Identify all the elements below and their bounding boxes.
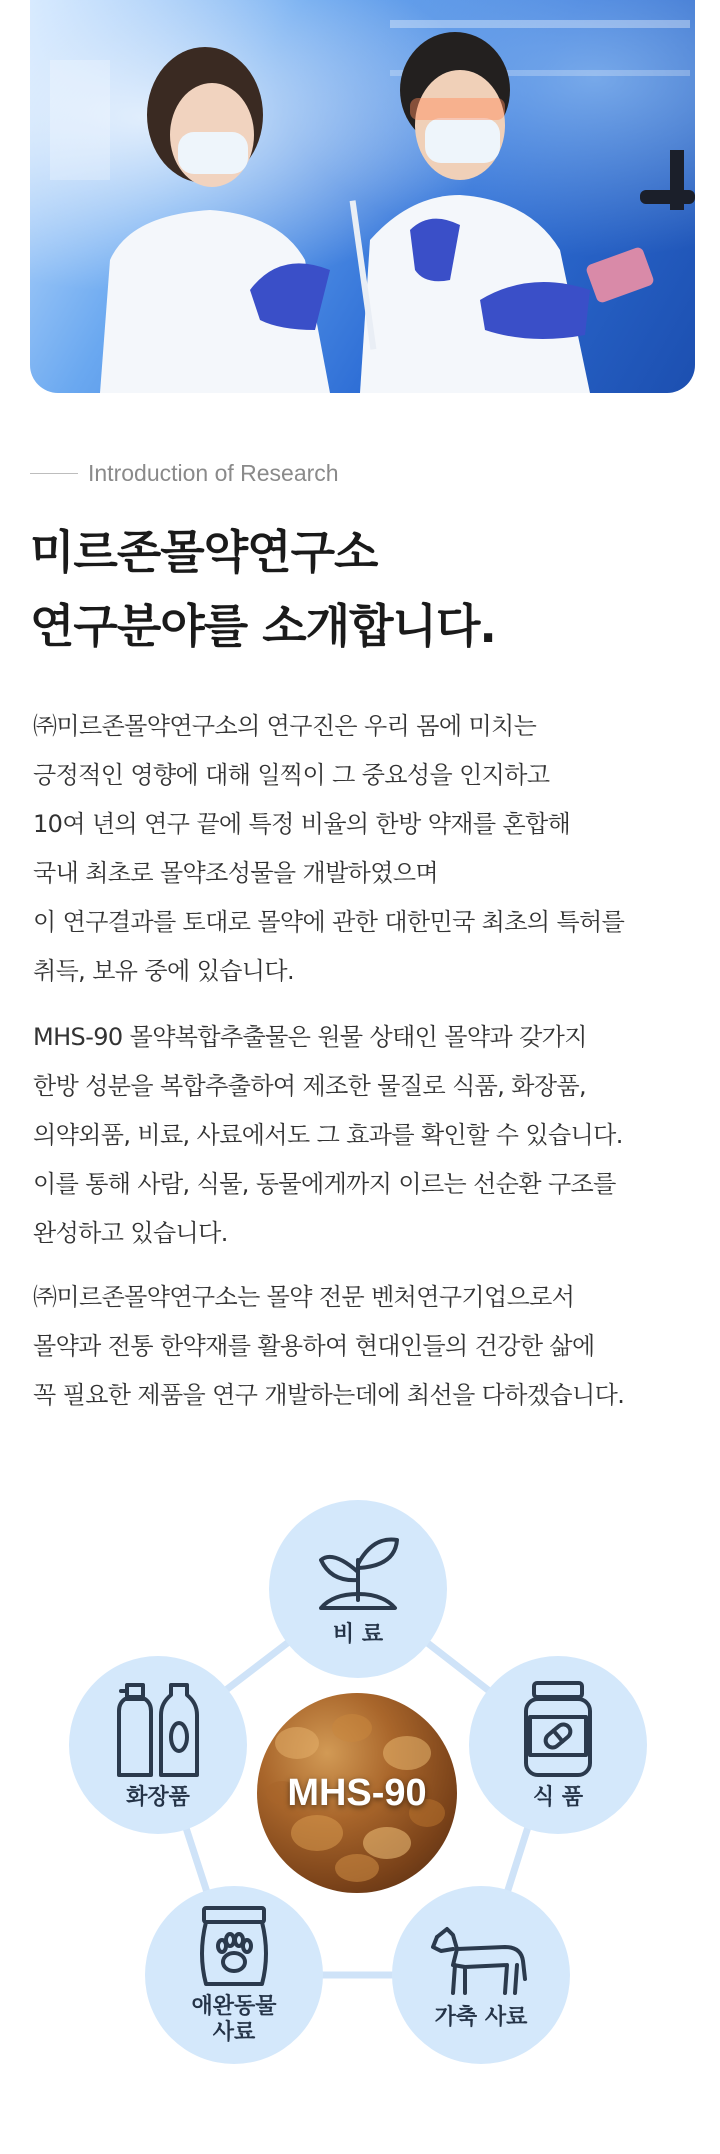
- paragraph-research-team: [33, 702, 693, 996]
- text-line: 10여 년의 연구 끝에 특정 비율의 한방 약재를 혼합해: [33, 810, 571, 838]
- node-label-pet-food: [191, 1994, 276, 2046]
- node-label-pet-food-text: 애완동물 사료: [191, 1994, 277, 2045]
- node-food: [469, 1656, 647, 1834]
- text-line: ㈜미르존몰약연구소는 몰약 전문 벤처연구기업으로서: [33, 1283, 575, 1311]
- text-line: 의약외품, 비료, 사료에서도 그 효과를 확인할 수 있습니다.: [33, 1121, 623, 1149]
- text-line: 이를 통해 사람, 식물, 동물에게까지 이르는 선순환 구조를: [33, 1170, 616, 1198]
- eyebrow-divider: [30, 473, 78, 474]
- title-line-2: 연구분야를 소개합니다.: [30, 599, 496, 653]
- node-pet-food: [145, 1886, 323, 2064]
- text-line: 긍정적인 영향에 대해 일찍이 그 중요성을 인지하고: [33, 761, 550, 789]
- paragraph-mhs90: [33, 1013, 693, 1258]
- node-livestock-feed: [392, 1886, 570, 2064]
- node-label-fertilizer: 비 료: [332, 1622, 384, 1647]
- supplement-bottle-icon: [520, 1679, 596, 1779]
- node-fertilizer: [269, 1500, 447, 1678]
- node-label-livestock-feed: 가축 사료: [434, 2005, 528, 2030]
- node-label-food: 식 품: [532, 1785, 584, 1810]
- text-line: 꼭 필요한 제품을 연구 개발하는데에 최선을 다하겠습니다.: [33, 1381, 625, 1409]
- eyebrow-text: Introduction of Research: [88, 460, 339, 486]
- pet-food-bag-icon: [194, 1904, 274, 1988]
- paragraph-company-mission: [33, 1273, 693, 1420]
- hero-lab-image: [30, 0, 695, 393]
- section-eyebrow: [30, 460, 339, 487]
- text-line: 국내 최초로 몰약조성물을 개발하였으며: [33, 859, 439, 887]
- text-line: 한방 성분을 복합추출하여 제조한 물질로 식품, 화장품,: [33, 1072, 587, 1100]
- node-cosmetics: [69, 1656, 247, 1834]
- application-diagram: [0, 1490, 720, 2110]
- page-title: [30, 515, 496, 663]
- text-line: 몰약과 전통 한약재를 활용하여 현대인들의 건강한 삶에: [33, 1332, 595, 1360]
- text-line: 이 연구결과를 토대로 몰약에 관한 대한민국 최초의 특허를: [33, 908, 625, 936]
- text-line: MHS-90 몰약복합추출물은 원물 상태인 몰약과 갖가지: [33, 1023, 587, 1051]
- text-line: 완성하고 있습니다.: [33, 1219, 228, 1247]
- text-line: 취득, 보유 중에 있습니다.: [33, 957, 294, 985]
- cosmetics-icon: [113, 1679, 203, 1779]
- sprout-icon: [313, 1530, 403, 1616]
- text-line: ㈜미르존몰약연구소의 연구진은 우리 몸에 미치는: [33, 712, 537, 740]
- center-mhs90-badge: [257, 1693, 457, 1893]
- center-label: MHS-90: [287, 1771, 427, 1814]
- cow-icon: [431, 1919, 531, 1999]
- node-label-cosmetics: 화장품: [126, 1785, 190, 1810]
- title-line-1: 미르존몰약연구소: [30, 525, 378, 579]
